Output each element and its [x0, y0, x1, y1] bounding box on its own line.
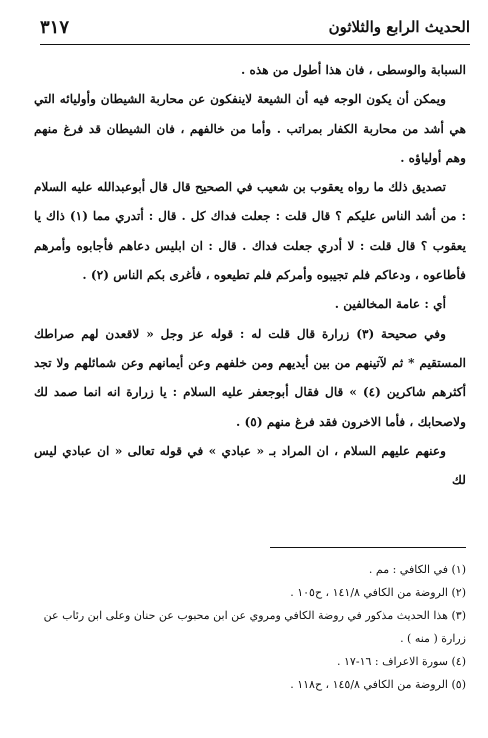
paragraph: السبابة والوسطى ، فان هذا أطول من هذه . [240, 63, 466, 77]
footnote: (٢) الروضة من الكافي ١٤١/٨ ، ح١٠٥ . [290, 586, 466, 599]
main-text [34, 56, 466, 495]
footnote-divider [270, 547, 466, 548]
paragraph: تصديق ذلك ما رواه يعقوب بن شعيب في الصحيح قال قال أبوعبدالله عليه السلام : من أشد الناس عليكم ؟ قال قلت : جعلت فداك كل . قال : أتدري مما (١) ذاك يا يعقوب ؟ قال قلت : لا أدري جعلت فداك . قال : ان ابليس دعاهم فأجابوه وأمرهم فأطاعوه ، ودعاكم فلم تجيبوه وأمركم فلم تطيعوه ، فأغرى بكم الناس (٢) . [34, 180, 466, 283]
paragraph: وعنهم عليهم السلام ، ان المراد بـ « عبادي » في قوله تعالى « ان عبادي ليس لك [34, 443, 466, 488]
footnote: (٣) هذا الحديث مذكور في روضة الكافي ومروي عن ابن محبوب عن حنان وعلى ابن رئاب عن زرارة ( منه ) . [43, 609, 466, 645]
page-header [40, 10, 470, 45]
footnotes [34, 558, 466, 696]
paragraph: ويمكن أن يكون الوجه فيه أن الشيعة لاينفكون عن محاربة الشيطان وأوليائه التي هي أشد من محاربة الكفار بمراتب . وأما من خالفهم ، فان الشيطان قد فرغ منهم وهم أولياؤه . [34, 92, 466, 165]
footnote: (٥) الروضة من الكافي ١٤٥/٨ ، ح١١٨ . [290, 678, 466, 691]
footnote: (١) في الكافي : مم . [368, 563, 466, 576]
page-number: ٣١٧ [40, 16, 70, 38]
footnote: (٤) سورة الاعراف : ١٦-١٧ . [337, 655, 466, 668]
paragraph: أي : عامة المخالفين . [334, 297, 446, 312]
paragraph: وفي صحيحة (٣) زرارة قال قلت له : قوله عز وجل « لاقعدن لهم صراطك المستقيم * ثم لآتينهم من بين أيديهم ومن خلفهم وعن أيمانهم وعن شمائلهم ولا تجد أكثرهم شاكرين (٤) » قال فقال أبوجعفر عليه السلام : يا زرارة انه انما صمد لك ولاصحابك ، فأما الاخرون فقد فرغ منهم (٥) . [34, 326, 466, 429]
running-title: الحديث الرابع والثلاثون [328, 18, 470, 36]
